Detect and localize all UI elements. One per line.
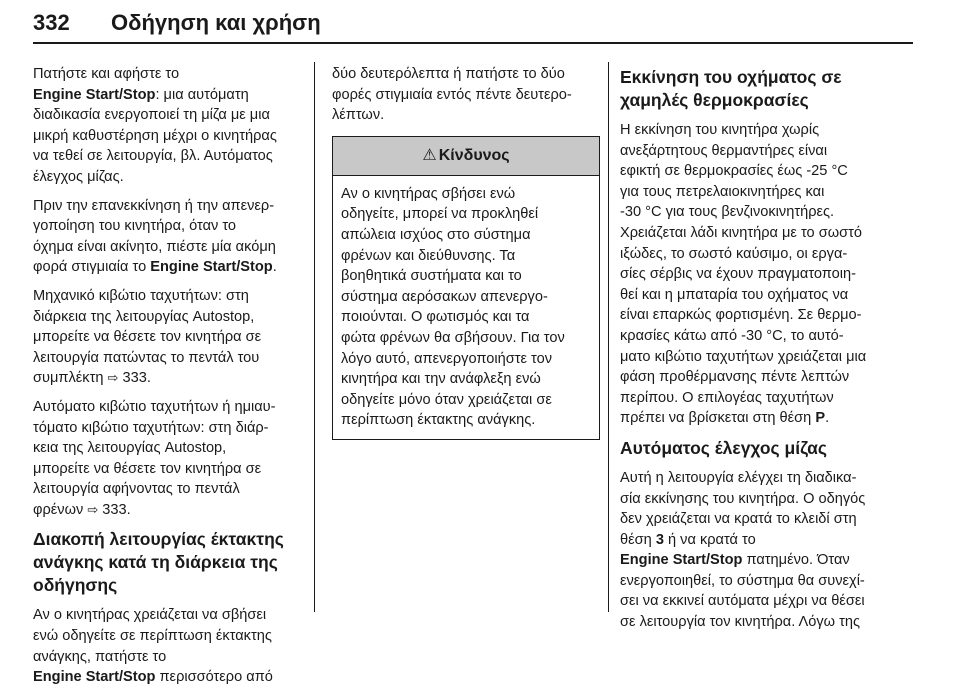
key-position-3: 3 xyxy=(655,531,664,548)
gear-position-p: P xyxy=(815,410,826,427)
column-2 xyxy=(332,64,600,440)
section-heading-auto-start-control: Αυτόματος έλεγχος μίζας xyxy=(620,437,828,458)
col1-paragraph-2: Πριν την επανεκκίνηση ή την απενερ- γοποίηση του κινητήρα, όταν το όχημα είναι ακίνητο, πιέστε μία ακόμη φορά στιγμιαία το Engine Start/Stop. xyxy=(33,197,277,276)
engine-start-stop-label: Engine Start/Stop xyxy=(33,86,156,103)
page-header xyxy=(33,10,913,46)
warning-header xyxy=(333,137,599,176)
danger-warning-box xyxy=(332,136,600,440)
col3-paragraph-2: Αυτή η λειτουργία ελέγχει τη διαδικα- σία εκκίνησης του κινητήρα. Ο οδηγός δεν χρειάζεται να κρατά το κλειδί στη θέση 3 ή να κρατά το Engine Start/Stop πατημένο. Όταν ενεργοποιηθεί, το σύστημα θα συνεχί- σει να εκκινεί αυτόματα μέχρι να θέσει σε λειτουργία τον κινητήρα. Λόγω της xyxy=(620,469,866,631)
column-divider-2 xyxy=(608,62,609,612)
column-3 xyxy=(620,66,890,641)
col3-paragraph-1: Η εκκίνηση του κινητήρα χωρίς ανεξάρτητους θερμαντήρες είναι εφικτή σε θερμοκρασίες έως -25 °C για τους πετρελαιοκινητήρες και -30 °C για τους βενζινοκινητήρες. Χρειάζεται λάδι κινητήρα με το σωστό ιξώδες, το σωστό καύσιμο, οι εργα- σίες σέρβις να έχουν πραγματοποιη- θεί και η μπαταρία του οχήματος να είναι επαρκώς φορτισμένη. Σε θερμο- κρασίες κάτω από -30 °C, το αυτό- ματο κιβώτιο ταχυτήτων χρειάζεται μια φάση προθέρμανσης πέντε λεπτών περίπου. Ο επιλογέας ταχυτήτων πρέπει να βρίσκεται στη θέση P. xyxy=(620,122,867,427)
engine-start-stop-label: Engine Start/Stop xyxy=(150,259,273,276)
col1-paragraph-4: Αυτόματο κιβώτιο ταχυτήτων ή ημιαυ- τόματο κιβώτιο ταχυτήτων: στη διάρ- κεια της λειτουργίας Autostop, μπορείτε να θέσετε τον κινητήρα σε λειτουργία αφήνοντας το πεντάλ φρένων ⇨ 333. xyxy=(33,398,276,518)
engine-start-stop-label: Engine Start/Stop xyxy=(33,669,156,686)
page-reference[interactable]: 333. xyxy=(102,501,131,518)
col1-paragraph-3: Μηχανικό κιβώτιο ταχυτήτων: στη διάρκεια της λειτουργίας Autostop, μπορείτε να θέσετε τον κινητήρα σε λειτουργία πατώντας το πεντάλ του συμπλέκτη ⇨ 333. xyxy=(33,287,262,387)
col2-paragraph-1: δύο δευτερόλεπτα ή πατήστε το δύο φορές στιγμιαία εντός πέντε δευτερο- λέπτων. xyxy=(332,66,572,124)
section-heading-cold-start: Εκκίνηση του οχήματος σε χαμηλές θερμοκρασίες xyxy=(620,67,842,110)
engine-start-stop-label: Engine Start/Stop xyxy=(620,552,743,569)
page-reference[interactable]: 333. xyxy=(122,370,151,387)
col1-paragraph-5: Αν ο κινητήρας χρειάζεται να σβήσει ενώ οδηγείτε σε περίπτωση έκτακτης ανάγκης, πατήστε το Engine Start/Stop περισσότερο από xyxy=(33,607,273,686)
warning-triangle-icon: ⚠ xyxy=(422,146,437,164)
page-ref-arrow-icon: ⇨ xyxy=(107,370,119,386)
warning-title: Κίνδυνος xyxy=(438,146,510,164)
page-ref-arrow-icon: ⇨ xyxy=(87,501,99,517)
warning-body: Αν ο κινητήρας σβήσει ενώ οδηγείτε, μπορεί να προκληθεί απώλεια ισχύος στο σύστημα φρένων και διεύθυνσης. Τα βοηθητικά συστήματα και το σύστημα αερόσακων απενεργο- ποιούνται. Ο φωτισμός και τα φώτα φρένων θα σβήσουν. Για τον λόγο αυτό, απενεργοποιήστε τον κινητήρα και την ανάφλεξη ενώ οδηγείτε μόνο όταν χρειάζεται σε περίπτωση έκτακτης ανάγκης. xyxy=(341,185,565,429)
column-divider-1 xyxy=(314,62,315,612)
column-1 xyxy=(33,64,301,696)
page-number: 332 xyxy=(33,10,70,35)
section-heading-emergency-stop: Διακοπή λειτουργίας έκτακτης ανάγκης κατά τη διάρκεια της οδήγησης xyxy=(33,529,284,596)
header-rule xyxy=(33,42,913,44)
running-title: Οδήγηση και χρήση xyxy=(111,10,321,35)
col1-paragraph-1: Πατήστε και αφήστε το Engine Start/Stop: μια αυτόματη διαδικασία ενεργοποιεί τη μίζα με μια μικρή καθυστέρηση μέχρι ο κινητήρας να τεθεί σε λειτουργία, βλ. Αυτόματος έλεγχος μίζας. xyxy=(33,66,277,185)
